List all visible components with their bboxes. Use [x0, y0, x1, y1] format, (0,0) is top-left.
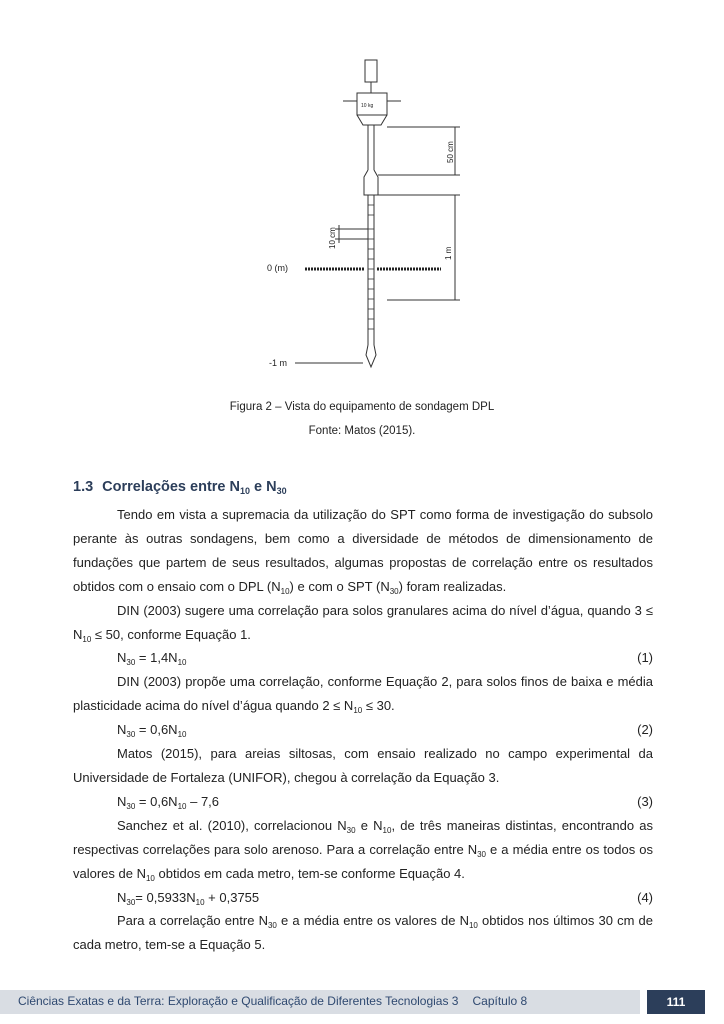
text-run: obtidos nos últimos 30 cm de cada metro, tem-se a Equação 5.: [73, 913, 654, 953]
hammer-handle: [365, 60, 377, 82]
section-sub-10: 10: [239, 486, 250, 496]
subscript: 30: [126, 730, 136, 740]
paragraph-4: [73, 742, 653, 790]
section-number: 1.3: [73, 479, 94, 495]
text-run: e a média entre os todos os valores de N: [73, 841, 653, 881]
text-run: N: [117, 889, 127, 905]
figure-source: Fonte: Matos (2015).: [308, 425, 416, 437]
subscript: 10: [468, 921, 478, 931]
level-minus1-label: -1 m: [269, 358, 287, 368]
text-run: obtidos em cada metro, tem-se conforme Equação 4.: [154, 865, 465, 881]
subscript: 30: [389, 586, 399, 596]
subscript: 30: [126, 801, 136, 811]
body-text: [73, 503, 653, 957]
equation-2: [73, 718, 653, 742]
paragraph-6: [73, 909, 653, 957]
equation-4: [73, 886, 653, 910]
text-run: Matos (2015), para areias siltosas, com ensaio realizado no campo experimental da Universidade de Fortaleza (UNIFOR), chegou à correlação da Equação 3.: [73, 746, 653, 785]
subscript: 30: [126, 897, 136, 907]
subscript: 30: [126, 658, 136, 668]
subscript: 10: [382, 825, 392, 835]
section-sub-30: 30: [276, 486, 287, 496]
text-run: Para a correlação entre N: [117, 913, 268, 929]
subscript: 10: [145, 873, 155, 883]
equation-number: (3): [637, 793, 653, 809]
subscript: 30: [267, 921, 277, 931]
text-run: N: [117, 793, 127, 809]
paragraph-1: [73, 503, 653, 599]
dpl-equipment-figure: [255, 55, 470, 375]
footer-text: [18, 994, 527, 1008]
dim-50cm-label: 50 cm: [446, 141, 455, 163]
equation-body: [117, 886, 259, 910]
subscript: 10: [82, 634, 92, 644]
text-run: = 0,6N: [135, 793, 178, 809]
subscript: 10: [280, 586, 290, 596]
text-run: = 0,6N: [135, 722, 178, 738]
subscript: 10: [177, 730, 187, 740]
paragraph-2: [73, 599, 653, 647]
section-title-prefix: Correlações entre N: [102, 479, 240, 495]
dim-10cm-label: 10 cm: [328, 227, 337, 249]
text-run: ≤ 50, conforme Equação 1.: [91, 626, 251, 642]
text-run: + 0,3755: [204, 889, 260, 905]
equation-body: [117, 718, 186, 742]
text-run: DIN (2003) sugere uma correlação para solos granulares acima do nível d’água, quando 3 ≤ N: [73, 602, 653, 642]
text-run: Sanchez et al. (2010), correlacionou N: [117, 817, 347, 833]
equation-number: (2): [637, 722, 653, 738]
text-run: ≤ 30.: [362, 698, 395, 714]
page-number: 111: [647, 990, 705, 1014]
figure-caption: Figura 2 – Vista do equipamento de sondagem DPL: [229, 401, 495, 413]
paragraph-5: [73, 814, 653, 886]
text-run: ) e com o SPT (N: [289, 578, 390, 594]
subscript: 10: [177, 658, 187, 668]
text-run: , de três maneiras distintas, encontrando as respectivas correlações para solo arenoso. Para a correlação entre N: [73, 817, 653, 857]
text-run: = 0,5933N: [135, 889, 196, 905]
text-run: Tendo em vista a supremacia da utilização do SPT como forma de investigação do subsolo perante às outras sondagens, bem como a diversidade de métodos de dimensionamento de fundações que partem de seus resultados, algumas propostas de correlação entre os resultados obtidos com o ensaio com o DPL (N: [73, 507, 653, 594]
equation-1: [73, 646, 653, 670]
rod-ticks: [368, 205, 374, 329]
text-run: = 1,4N: [135, 650, 178, 666]
subscript: 30: [477, 849, 487, 859]
equation-number: (1): [637, 650, 653, 666]
dim-1m-label: 1 m: [444, 246, 453, 260]
equation-number: (4): [637, 889, 653, 905]
text-run: e N: [355, 817, 383, 833]
section-title-mid: e N: [250, 479, 277, 495]
equation-body: [117, 790, 219, 814]
text-run: – 7,6: [186, 793, 220, 809]
text-run: DIN (2003) propõe uma correlação, conforme Equação 2, para solos finos de baixa e média plasticidade acima do nível d’água quando 2 ≤ N: [73, 674, 653, 714]
weight-label: 10 kg: [361, 103, 374, 109]
subscript: 30: [346, 825, 356, 835]
paragraph-3: [73, 670, 653, 718]
equation-3: [73, 790, 653, 814]
subscript: 10: [195, 897, 205, 907]
subscript: 10: [353, 706, 363, 716]
text-run: N: [117, 650, 127, 666]
text-run: e a média entre os valores de N: [276, 913, 469, 929]
text-run: ) foram realizadas.: [398, 578, 507, 594]
equation-body: [117, 646, 186, 670]
section-heading: [73, 479, 287, 495]
text-run: N: [117, 722, 127, 738]
book-title: Ciências Exatas e da Terra: Exploração e Qualificação de Diferentes Tecnologias 3: [18, 994, 459, 1008]
level-zero-label: 0 (m): [267, 263, 288, 273]
chapter-label: Capítulo 8: [472, 994, 528, 1008]
page-footer: [0, 990, 724, 1014]
subscript: 10: [177, 801, 187, 811]
